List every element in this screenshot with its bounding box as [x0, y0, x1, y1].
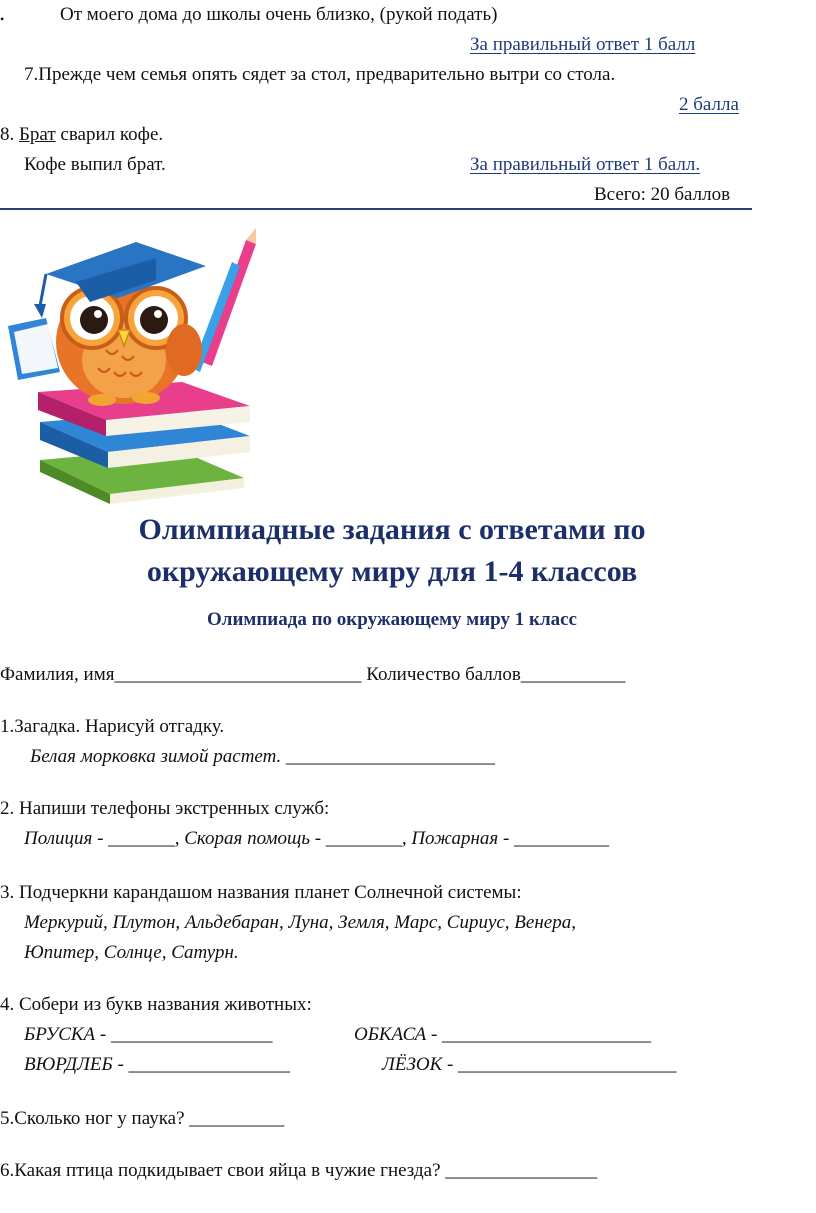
question-3: 3. Подчеркни карандашом названия планет Солнечной системы: — [0, 882, 522, 903]
answer-line-8-subject: Брат — [19, 124, 56, 145]
question-1: 1.Загадка. Нарисуй отгадку. — [0, 716, 225, 737]
question-4-item-1[interactable]: БРУСКА - _________________ — [24, 1024, 273, 1045]
question-4-item-3[interactable]: ВЮРДЛЕБ - _________________ — [24, 1054, 291, 1075]
title-line-2: окружающему миру для 1-4 классов — [146, 555, 638, 588]
answer-line-8 — [0, 124, 163, 146]
question-4-item-4[interactable]: ЛЁЗОК - _______________________ — [382, 1054, 677, 1075]
title-line-1: Олимпиадные задания с ответами по — [138, 513, 646, 546]
answer-line-8-rest: сварил кофе. — [55, 124, 164, 145]
question-1-riddle-line — [30, 746, 495, 768]
answer-line-8-number: 8. — [0, 124, 19, 145]
bullet: • — [0, 12, 5, 26]
score-label: Количество баллов — [361, 664, 521, 685]
question-4: 4. Собери из букв названия животных: — [0, 994, 312, 1015]
question-2: 2. Напиши телефоны экстренных служб: — [0, 798, 330, 819]
answer-line-8b: Кофе выпил брат. — [24, 154, 166, 175]
divider-line — [0, 208, 752, 210]
question-5[interactable]: 5.Сколько ног у паука? __________ — [0, 1108, 285, 1129]
question-1-riddle: Белая морковка зимой растет. — [30, 746, 282, 767]
question-4-item-2[interactable]: ОБКАСА - ______________________ — [354, 1024, 652, 1045]
question-1-blank[interactable]: ______________________ — [281, 746, 496, 767]
total-score: Всего: 20 баллов — [594, 184, 731, 205]
answer-line-7: 7.Прежде чем семья опять сядет за стол, предварительно вытри со стола. — [24, 64, 616, 85]
question-3-list-1: Меркурий, Плутон, Альдебаран, Луна, Земля, Марс, Сириус, Венера, — [24, 912, 576, 933]
name-label: Фамилия, имя — [0, 664, 115, 685]
question-6[interactable]: 6.Какая птица подкидывает свои яйца в чужие гнезда? ________________ — [0, 1160, 598, 1181]
points-label-8: За правильный ответ 1 балл. — [470, 154, 701, 175]
name-blank[interactable]: __________________________ — [114, 664, 362, 685]
name-score-line — [0, 664, 625, 686]
points-label-1: За правильный ответ 1 балл — [470, 34, 696, 55]
subtitle: Олимпиада по окружающему миру 1 класс — [207, 609, 577, 630]
question-3-list-2: Юпитер, Солнце, Сатурн. — [24, 942, 239, 963]
question-2-answer[interactable]: Полиция - _______, Скорая помощь - ________, Пожарная - __________ — [24, 828, 610, 849]
score-blank[interactable]: ___________ — [520, 664, 626, 685]
points-label-7: 2 балла — [679, 94, 739, 115]
answer-line-1: От моего дома до школы очень близко, (рукой подать) — [60, 4, 498, 25]
owl-on-books-illustration — [6, 222, 262, 504]
